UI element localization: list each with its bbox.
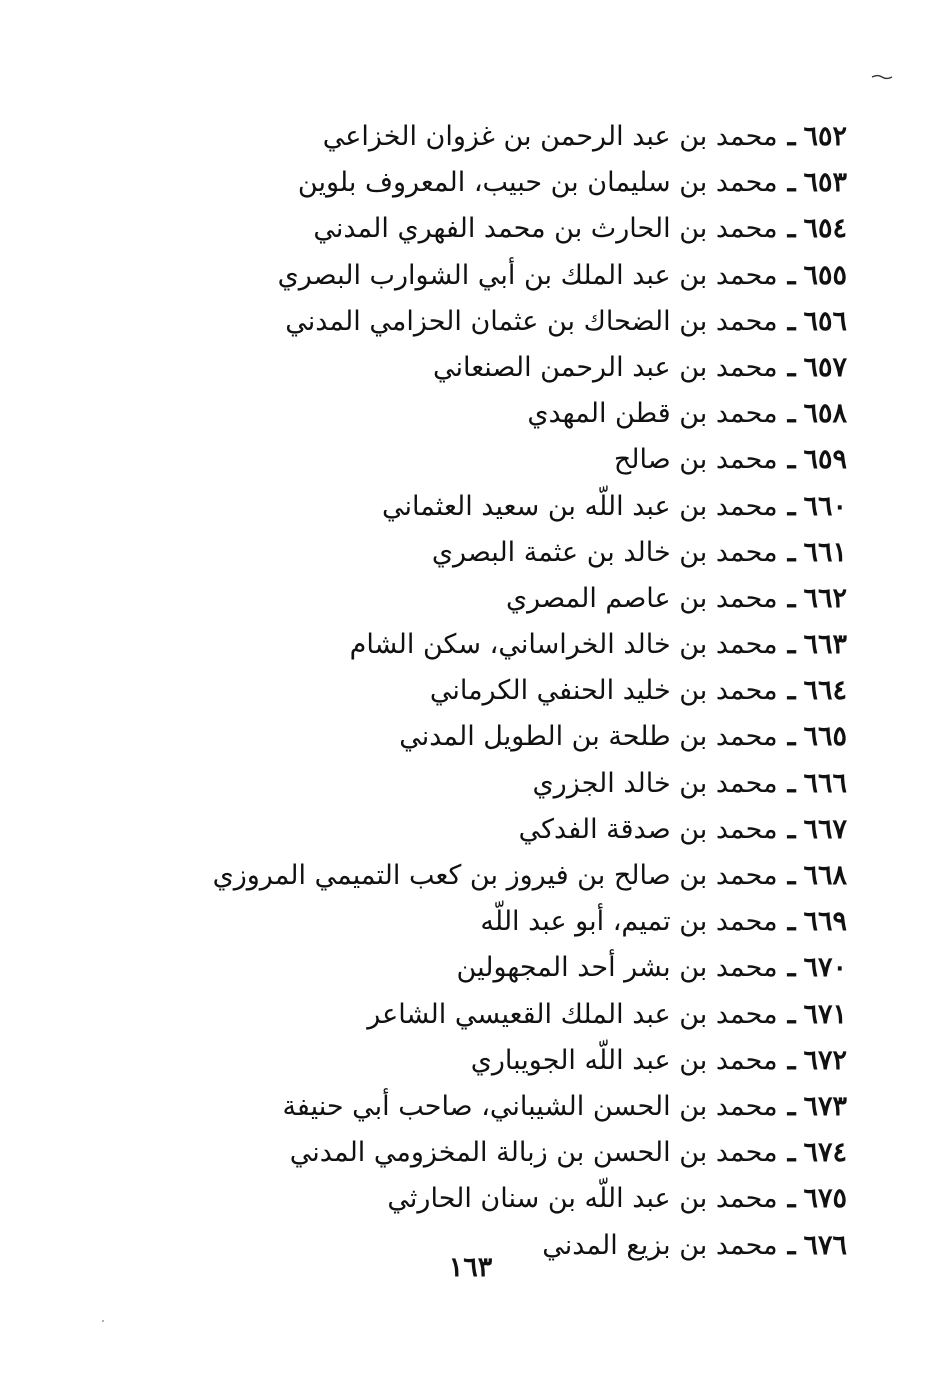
entry-number: ٦٥٦	[803, 305, 847, 337]
list-item	[147, 807, 847, 853]
entry-name: محمد بن خالد الجزري	[532, 767, 778, 799]
entry-name: محمد بن عبد اللّه الجويباري	[470, 1044, 778, 1076]
entry-separator: ـ	[787, 1044, 796, 1076]
entry-number: ٦٦٩	[803, 906, 847, 938]
entry-separator: ـ	[787, 490, 796, 522]
entry-number: ٦٧٤	[803, 1137, 847, 1169]
entry-separator: ـ	[787, 536, 796, 568]
entry-name: محمد بن خالد الخراساني، سكن الشام	[349, 629, 778, 661]
list-item	[147, 530, 847, 576]
entry-name: محمد بن بشر أحد المجهولين	[456, 952, 778, 984]
entry-name: محمد بن الحسن الشيباني، صاحب أبي حنيفة	[282, 1090, 778, 1122]
entry-number: ٦٦٠	[803, 490, 847, 522]
entry-name: محمد بن صالح بن فيروز بن كعب التميمي المروزي	[212, 860, 778, 891]
list-item	[147, 484, 847, 530]
list-item	[147, 899, 847, 945]
entry-separator: ـ	[787, 121, 796, 152]
entry-name: محمد بن الضحاك بن عثمان الحزامي المدني	[285, 305, 778, 337]
entry-name: محمد بن سليمان بن حبيب، المعروف بلوين	[297, 167, 778, 199]
list-item	[147, 437, 847, 483]
entry-number: ٦٦٣	[803, 629, 847, 661]
entry-number: ٦٦٥	[803, 721, 847, 753]
scan-speck	[102, 1320, 104, 1322]
list-item	[147, 853, 847, 899]
entry-separator: ـ	[787, 1183, 796, 1215]
entry-name: محمد بن عبد الملك بن أبي الشوارب البصري	[277, 259, 778, 291]
entry-separator: ـ	[787, 305, 796, 337]
entry-separator: ـ	[787, 813, 796, 845]
entry-separator: ـ	[787, 398, 796, 430]
list-item	[147, 1084, 847, 1130]
entry-number: ٦٧١	[803, 998, 847, 1030]
entry-separator: ـ	[787, 351, 796, 383]
entry-name: محمد بن عبد الرحمن بن غزوان الخزاعي	[322, 121, 778, 152]
entry-separator: ـ	[787, 767, 796, 799]
entry-separator: ـ	[787, 213, 796, 245]
list-item	[147, 714, 847, 760]
entry-number: ٦٥٩	[803, 444, 847, 476]
list-item	[147, 992, 847, 1038]
entry-separator: ـ	[787, 167, 796, 199]
entry-name: محمد بن طلحة بن الطويل المدني	[399, 721, 778, 753]
entry-separator: ـ	[787, 675, 796, 707]
entry-separator: ـ	[787, 582, 796, 614]
list-item	[147, 1176, 847, 1222]
list-item	[147, 761, 847, 807]
entry-number: ٦٥٨	[803, 398, 847, 430]
entry-number: ٦٦٤	[803, 675, 847, 707]
entry-number: ٦٦٢	[803, 582, 847, 614]
list-item	[147, 206, 847, 252]
list-item	[147, 1038, 847, 1084]
entry-list	[147, 114, 847, 1269]
list-item	[147, 253, 847, 299]
entry-separator: ـ	[787, 952, 796, 984]
entry-separator: ـ	[787, 1090, 796, 1122]
entry-separator: ـ	[787, 444, 796, 476]
entry-number: ٦٦٧	[803, 813, 847, 845]
entry-number: ٦٧٠	[803, 952, 847, 984]
entry-number: ٦٥٢	[803, 121, 847, 152]
list-item	[147, 945, 847, 991]
list-item	[147, 391, 847, 437]
entry-number: ٦٧٣	[803, 1090, 847, 1122]
entry-number: ٦٦٨	[803, 860, 847, 891]
entry-number: ٦٥٧	[803, 351, 847, 383]
entry-name: محمد بن عبد الملك القعيسي الشاعر	[367, 998, 778, 1030]
entry-number: ٦٧٦	[803, 1229, 847, 1261]
entry-name: محمد بن الحارث بن محمد الفهري المدني	[313, 213, 778, 245]
entry-separator: ـ	[787, 906, 796, 938]
entry-number: ٦٥٣	[803, 167, 847, 199]
entry-name: محمد بن قطن المهدي	[527, 398, 778, 430]
list-item	[147, 160, 847, 206]
entry-name: محمد بن عبد اللّه بن سعيد العثماني	[381, 490, 778, 522]
entry-name: محمد بن صالح	[613, 444, 778, 476]
entry-name: محمد بن خالد بن عثمة البصري	[431, 536, 778, 568]
entry-name: محمد بن صدقة الفدكي	[518, 813, 778, 845]
entry-number: ٦٦٦	[803, 767, 847, 799]
entry-separator: ـ	[787, 1137, 796, 1169]
entry-number: ٦٥٤	[803, 213, 847, 245]
entry-separator: ـ	[787, 998, 796, 1030]
entry-separator: ـ	[787, 860, 796, 891]
list-item	[147, 345, 847, 391]
entry-name: محمد بن عبد اللّه بن سنان الحارثي	[387, 1183, 778, 1215]
entry-separator: ـ	[787, 259, 796, 291]
entry-separator: ـ	[787, 1229, 796, 1261]
entry-name: محمد بن خليد الحنفي الكرماني	[429, 675, 778, 707]
entry-number: ٦٥٥	[803, 259, 847, 291]
list-item	[147, 622, 847, 668]
ink-mark	[871, 74, 893, 80]
list-item	[147, 1130, 847, 1176]
entry-name: محمد بن عاصم المصري	[506, 582, 778, 614]
page-number: ١٦٣	[448, 1252, 493, 1283]
entry-name: محمد بن تميم، أبو عبد اللّه	[480, 906, 778, 938]
list-item	[147, 668, 847, 714]
list-item	[147, 576, 847, 622]
entry-separator: ـ	[787, 629, 796, 661]
entry-number: ٦٧٥	[803, 1183, 847, 1215]
entry-separator: ـ	[787, 721, 796, 753]
entry-number: ٦٧٢	[803, 1044, 847, 1076]
entry-name: محمد بن عبد الرحمن الصنعاني	[433, 351, 778, 383]
list-item	[147, 299, 847, 345]
entry-name: محمد بن بزيع المدني	[542, 1229, 778, 1261]
entry-number: ٦٦١	[803, 536, 847, 568]
list-item	[147, 114, 847, 160]
entry-name: محمد بن الحسن بن زبالة المخزومي المدني	[289, 1137, 778, 1169]
